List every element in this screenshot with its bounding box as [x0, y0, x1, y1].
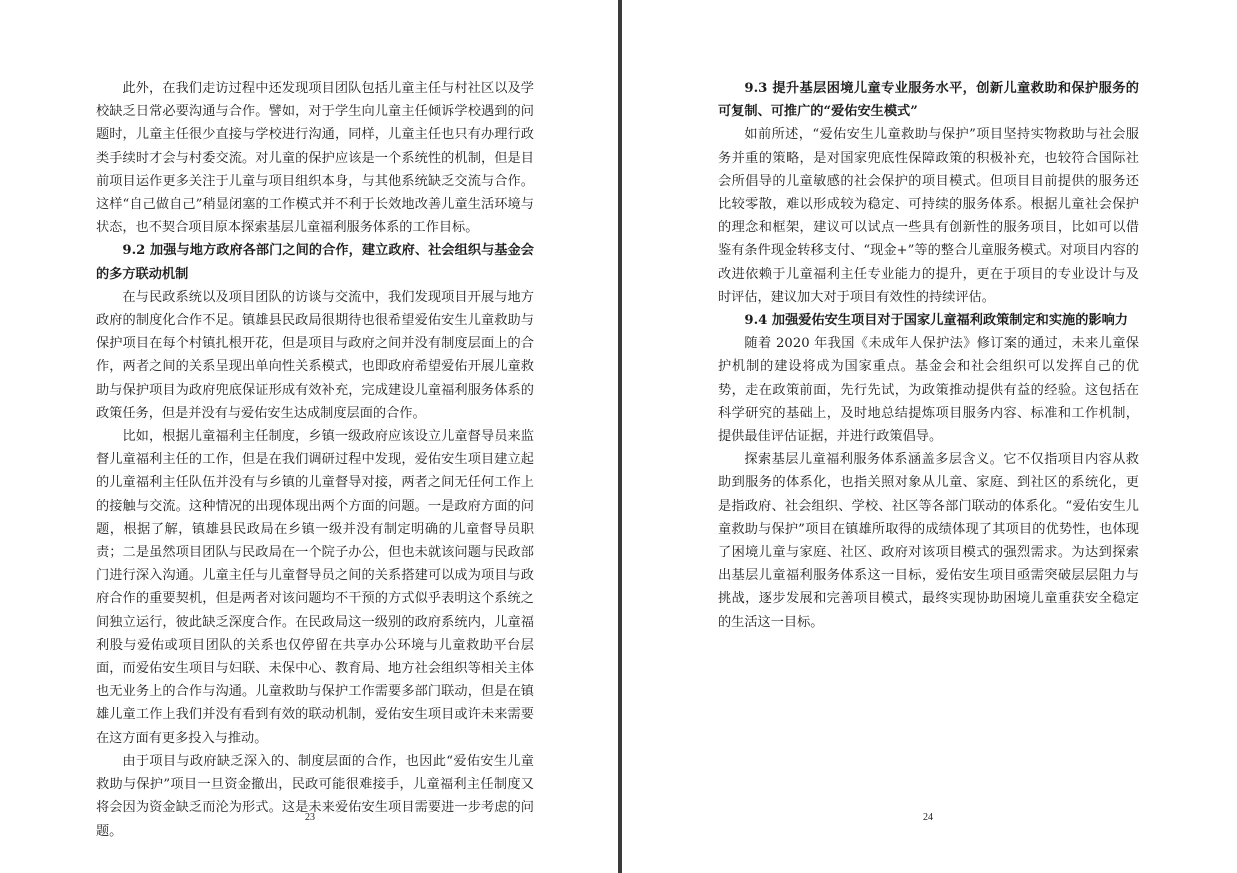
- paragraph: 随着 2020 年我国《未成年人保护法》修订案的通过，未来儿童保护机制的建设将成为国家重点。基金会和社会组织可以发挥自己的优势，走在政策前面，先行先试，为政策推动提供有益的经验。这包括在科学研究的基础上，及时地总结提炼项目服务内容、标准和工作机制，提供最佳评估证据，并进行政策倡导。: [718, 336, 1139, 445]
- page-23: [0, 0, 618, 873]
- page-24: [622, 0, 1237, 873]
- paragraph: 在与民政系统以及项目团队的访谈与交流中，我们发现项目开展与地方政府的制度化合作不足。镇雄县民政局很期待也很希望爱佑安生儿童救助与保护项目在每个村镇扎根开花，但是项目与政府之间并没有制度层面上的合作，两者之间的关系呈现出单向性关系模式，也即政府希望爱佑开展儿童救助与保护项目为政府兜底保证形成有效补充，完成建设儿童福利服务体系的政策任务，但是并没有与爱佑安生达成制度层面的合作。: [96, 289, 534, 421]
- paragraph: 比如，根据儿童福利主任制度，乡镇一级政府应该设立儿童督导员来监督儿童福利主任的工作，但是在我们调研过程中发现，爱佑安生项目建立起的儿童福利主任队伍并没有与乡镇的儿童督导对接，两者之间无任何工作上的接触与交流。这种情况的出现体现出两个方面的问题。一是政府方面的问题，根据了解，镇雄县民政局在乡镇一级并没有制定明确的儿童督导员职责；二是虽然项目团队与民政局在一个院子办公，但也未就该问题与民政部门进行深入沟通。儿童主任与儿童督导员之间的关系搭建可以成为项目与政府合作的重要契机，但是两者对该问题均不干预的方式似乎表明这个系统之间独立运行，彼此缺乏深度合作。在民政局这一级别的政府系统内，儿童福利股与爱佑或项目团队的关系也仅停留在共享办公环境与儿童救助平台层面，而爱佑安生项目与妇联、未保中心、教育局、地方社会组织等相关主体也无业务上的合作与沟通。儿童救助与保护工作需要多部门联动，但是在镇雄儿童工作上我们并没有看到有效的联动机制，爱佑安生项目或许未来需要在这方面有更多投入与推动。: [96, 429, 534, 746]
- section-heading-9-2: 9.2 加强与地方政府各部门之间的合作，建立政府、社会组织与基金会的多方联动机制: [96, 243, 534, 282]
- paragraph: 此外，在我们走访过程中还发现项目团队包括儿童主任与村社区以及学校缺乏日常必要沟通与合作。譬如，对于学生向儿童主任倾诉学校遇到的问题时，儿童主任很少直接与学校进行沟通，同样，儿童主任也只有办理行政类手续时才会与村委交流。对儿童的保护应该是一个系统性的机制，但是目前项目运作更多关注于儿童与项目组织本身，与其他系统缺乏交流与合作。这样“自己做自己”稍显闭塞的工作模式并不利于长效地改善儿童生活环境与状态，也不契合项目原本探索基层儿童福利服务体系的工作目标。: [96, 81, 534, 236]
- paragraph: 由于项目与政府缺乏深入的、制度层面的合作，也因此“爱佑安生儿童救助与保护”项目一旦资金撤出，民政可能很难接手，儿童福利主任制度又将会因为资金缺乏而沦为形式。这是未来爱佑安生项目需要进一步考虑的问题。: [96, 753, 534, 839]
- page-24-body: [718, 77, 1139, 634]
- page-number: 23: [305, 812, 315, 823]
- paragraph: 探索基层儿童福利服务体系涵盖多层含义。它不仅指项目内容从救助到服务的体系化，也指关照对象从儿童、家庭、到社区的系统化，更是指政府、社会组织、学校、社区等各部门联动的体系化。“爱佑安生儿童救助与保护”项目在镇雄所取得的成绩体现了其项目的优势性，也体现了困境儿童与家庭、社区、政府对该项目模式的强烈需求。为达到探索出基层儿童福利服务体系这一目标，爱佑安生项目亟需突破层层阻力与挑战，逐步发展和完善项目模式，最终实现协助困境儿童重获安全稳定的生活这一目标。: [718, 452, 1139, 630]
- section-heading-9-4: 9.4 加强爱佑安生项目对于国家儿童福利政策制定和实施的影响力: [744, 313, 1128, 329]
- section-heading-9-3: 9.3 提升基层困境儿童专业服务水平，创新儿童救助和保护服务的可复制、可推广的“爱佑安生模式”: [718, 81, 1139, 120]
- paragraph: 如前所述，“爱佑安生儿童救助与保护”项目坚持实物救助与社会服务并重的策略，是对国家兜底性保障政策的积极补充，也较符合国际社会所倡导的儿童敏感的社会保护的项目模式。但项目目前提供的服务还比较零散，难以形成较为稳定、可持续的服务体系。根据儿童社会保护的理念和框架，建议可以试点一些具有创新性的服务项目，比如可以借鉴有条件现金转移支付、“现金+”等的整合儿童服务模式。对项目内容的改进依赖于儿童福利主任专业能力的提升，更在于项目的专业设计与及时评估，建议加大对于项目有效性的持续评估。: [718, 127, 1139, 305]
- page-23-body: [96, 77, 534, 843]
- page-number: 24: [923, 812, 933, 823]
